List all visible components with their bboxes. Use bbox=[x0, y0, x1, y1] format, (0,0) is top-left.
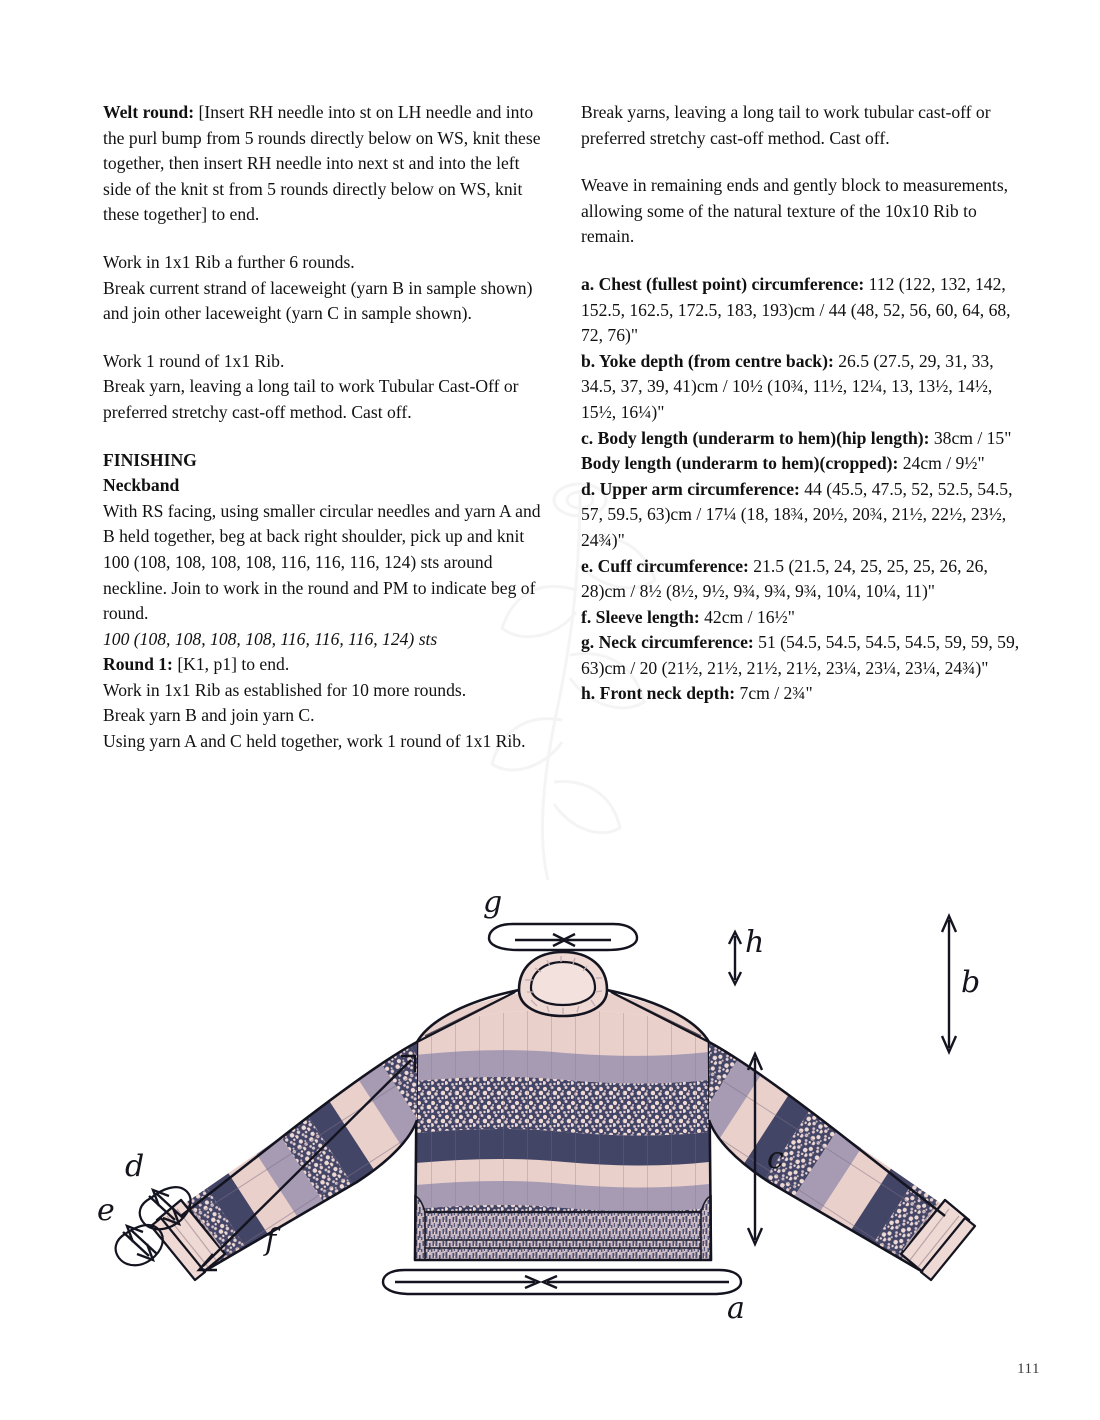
measurement-h-value: 7cm / 2¾" bbox=[735, 683, 813, 704]
welt-round-label: Welt round: bbox=[103, 102, 195, 122]
measurement-b-value: 26.5 (27.5, 29, 31, 33, 34.5, 37, 39, 41)cm / 10½ (10¾, 11½, 12¼, 13, 13½, 14½, 15½, 16¼)" bbox=[581, 350, 994, 422]
measurements-list bbox=[581, 272, 1029, 707]
measurement-c-cropped bbox=[581, 451, 1029, 477]
measurement-c-cropped-label: Body length (underarm to hem)(cropped): bbox=[581, 453, 899, 474]
break-b-join-c-line: Break yarn B and join yarn C. bbox=[103, 705, 315, 726]
measurement-f-value: 42cm / 16½" bbox=[699, 606, 795, 627]
schematic-label-d: d bbox=[125, 1149, 145, 1184]
round-1-paragraph bbox=[103, 652, 551, 678]
measurement-d bbox=[581, 477, 1029, 554]
break-strand-paragraph: Break current strand of laceweight (yarn B in sample shown) and join other laceweight (yarn C in sample shown). bbox=[103, 277, 533, 324]
measurement-h-label: h. Front neck depth: bbox=[581, 683, 736, 704]
measurement-g-label: g. Neck circumference: bbox=[581, 632, 754, 653]
sweater-schematic-svg bbox=[95, 820, 1035, 1320]
measurement-e-label: e. Cuff circumference: bbox=[581, 555, 749, 576]
measurement-b bbox=[581, 349, 1029, 426]
measurement-b-label: b. Yoke depth (from centre back): bbox=[581, 350, 834, 371]
measurement-g-value: 51 (54.5, 54.5, 54.5, 54.5, 59, 59, 59, 63)cm / 20 (21½, 21½, 21½, 21½, 23¼, 23¼, 23¼, 24¾)" bbox=[581, 632, 1020, 678]
schematic-label-h: h bbox=[745, 925, 765, 960]
measurement-c-cropped-value: 24cm / 9½" bbox=[898, 453, 985, 474]
welt-round-text: [Insert RH needle into st on LH needle and into the purl bump from 5 rounds directly below on WS, knit these together, then insert RH needle into next st and into the left side of the knit st from 5 rounds directly below on WS, knit these together] to end. bbox=[103, 102, 541, 225]
neckband-heading: Neckband bbox=[103, 475, 180, 496]
measurement-a bbox=[581, 272, 1029, 349]
measurement-g bbox=[581, 630, 1029, 681]
rib-1-round-line: Work 1 round of 1x1 Rib. bbox=[103, 350, 285, 371]
finishing-heading: FINISHING bbox=[103, 449, 197, 470]
neckband-instructions: With RS facing, using smaller circular needles and yarn A and B held together, beg at back right shoulder, pick up and knit 100 (108, 108, 108, 108, 116, 116, 116, 124) sts around neckline. Join to work in the round and PM to indicate beg of round. bbox=[103, 500, 541, 624]
measurement-c-label: c. Body length (underarm to hem)(hip length): bbox=[581, 427, 930, 448]
neckband-stitch-count: 100 (108, 108, 108, 108, 116, 116, 116, 124) sts bbox=[103, 628, 438, 649]
break-yarns-paragraph: Break yarns, leaving a long tail to work tubular cast-off or preferred stretchy cast-off method. Cast off. bbox=[581, 102, 991, 148]
measure-arrow-h bbox=[729, 932, 741, 984]
schematic-label-b: b bbox=[961, 965, 981, 1000]
schematic-label-a: a bbox=[727, 1291, 745, 1320]
page-number: 111 bbox=[1017, 1361, 1040, 1377]
body-mauve-stripe-3 bbox=[405, 1302, 725, 1320]
measurement-a-label: a. Chest (fullest point) circumference: bbox=[581, 273, 865, 294]
schematic-label-g: g bbox=[483, 885, 503, 920]
welt-round-paragraph bbox=[103, 100, 551, 228]
measurement-f bbox=[581, 605, 1029, 631]
measurement-h bbox=[581, 681, 1029, 707]
measurement-c bbox=[581, 426, 1029, 452]
break-yarn-paragraph: Break yarn, leaving a long tail to work Tubular Cast-Off or preferred stretchy cast-off method. Cast off. bbox=[103, 376, 519, 422]
yarn-a-c-line: Using yarn A and C held together, work 1 round of 1x1 Rib. bbox=[103, 731, 526, 752]
weave-in-paragraph: Weave in remaining ends and gently block to measurements, allowing some of the natural texture of the 10x10 Rib to remain. bbox=[581, 175, 1009, 247]
measurement-d-value: 44 (45.5, 47.5, 52, 52.5, 54.5, 57, 59.5, 63)cm / 17¼ (18, 18¾, 20½, 20¾, 21½, 22½, 23½, 24¾)" bbox=[581, 478, 1013, 550]
sweater-schematic bbox=[95, 820, 1035, 1320]
measure-arrow-g bbox=[489, 924, 637, 950]
rib-6-rounds-line: Work in 1x1 Rib a further 6 rounds. bbox=[103, 251, 355, 272]
measurement-c-value: 38cm / 15" bbox=[929, 427, 1012, 448]
measurement-a-value: 112 (122, 132, 142, 152.5, 162.5, 172.5, 183, 193)cm / 44 (48, 52, 56, 60, 64, 68, 72, 76)" bbox=[581, 273, 1011, 346]
rib-10-more-rounds-line: Work in 1x1 Rib as established for 10 more rounds. bbox=[103, 679, 467, 700]
measurement-f-label: f. Sleeve length: bbox=[581, 606, 700, 627]
schematic-label-c: c bbox=[767, 1141, 784, 1176]
measurement-e bbox=[581, 554, 1029, 605]
measurement-e-value: 21.5 (21.5, 24, 25, 25, 25, 26, 26, 28)cm / 8½ (8½, 9½, 9¾, 9¾, 9¾, 10¼, 10¼, 11)" bbox=[581, 555, 988, 602]
round-1-label: Round 1: bbox=[103, 654, 173, 675]
schematic-label-e: e bbox=[97, 1193, 115, 1228]
measure-arrow-b bbox=[942, 916, 956, 1052]
left-text-column bbox=[103, 100, 551, 755]
right-text-column bbox=[581, 100, 1029, 707]
schematic-label-f: f bbox=[265, 1223, 277, 1258]
neckband bbox=[519, 952, 607, 1016]
round-1-text: [K1, p1] to end. bbox=[172, 654, 290, 675]
measurement-d-label: d. Upper arm circumference: bbox=[581, 478, 800, 499]
measure-arrow-a bbox=[383, 1270, 741, 1294]
